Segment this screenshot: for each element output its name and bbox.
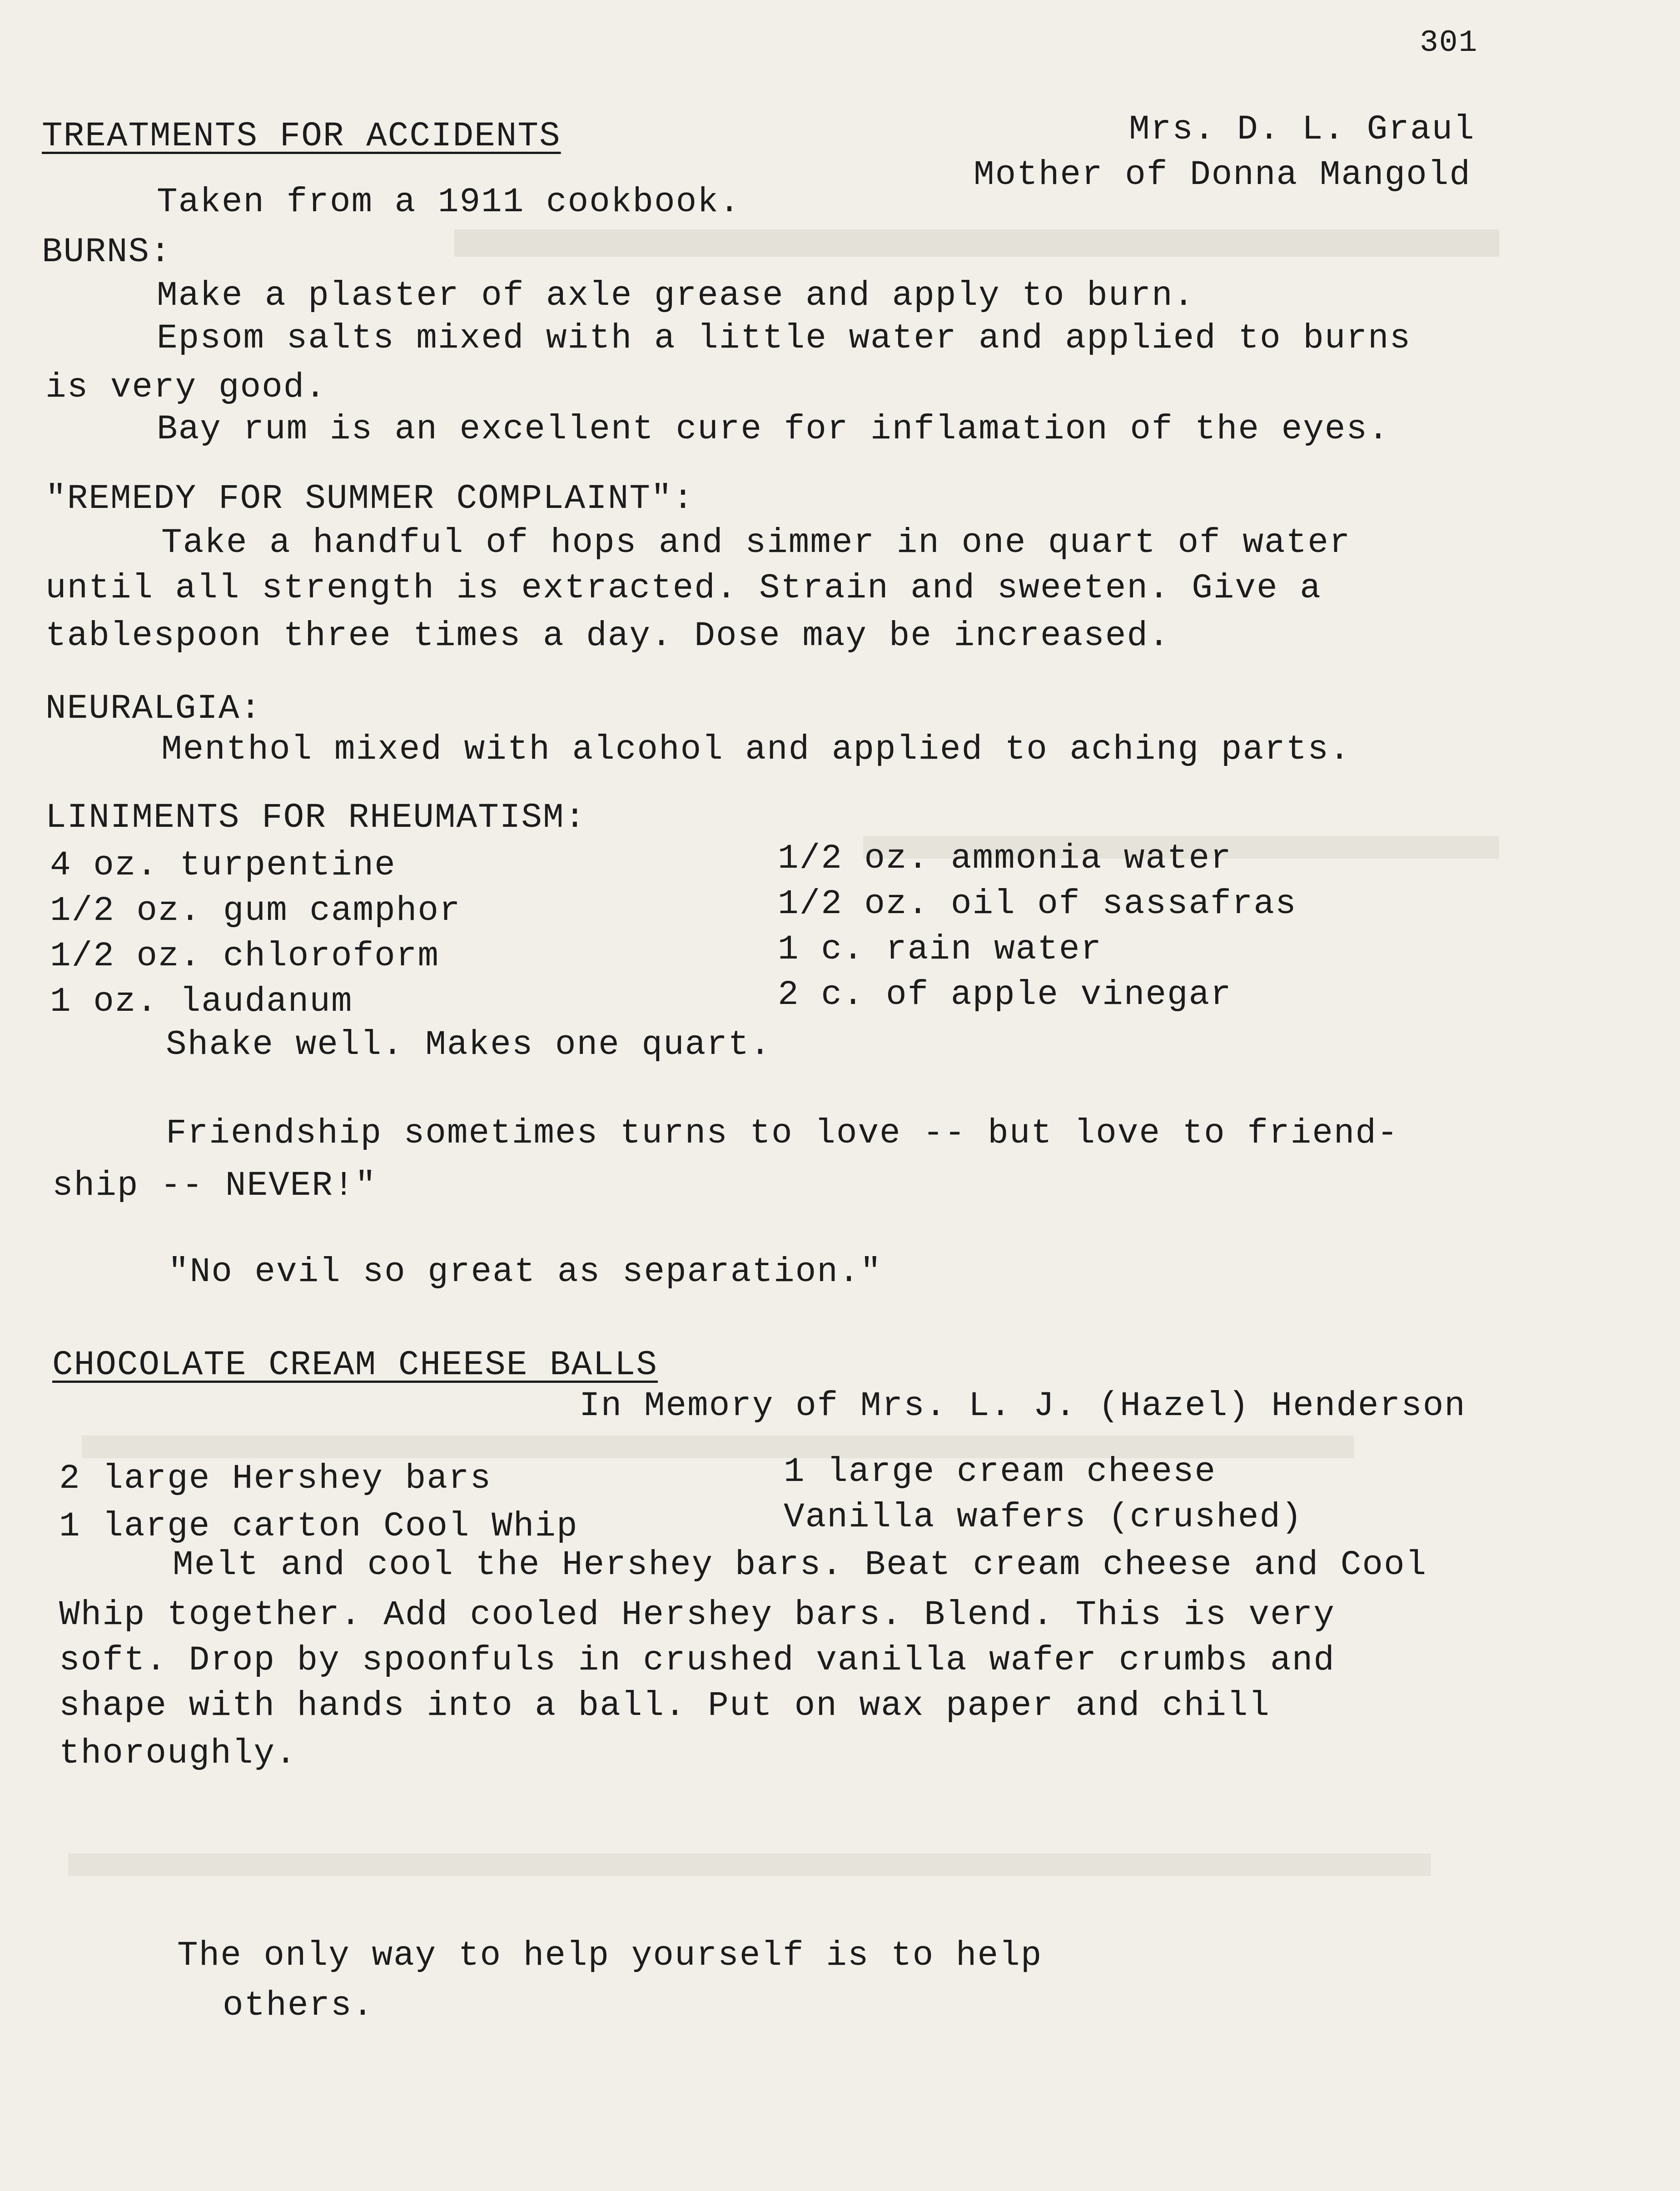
summer-line-2: until all strength is extracted. Strain and sweeten. Give a: [45, 569, 1322, 608]
page-number: 301: [1420, 25, 1478, 60]
instruction-line: shape with hands into a ball. Put on wax paper and chill: [59, 1686, 1271, 1725]
summer-line-1: Take a handful of hops and simmer in one quart of water: [161, 523, 1351, 562]
treatments-title: TREATMENTS FOR ACCIDENTS: [42, 117, 561, 156]
closing-line-1: The only way to help yourself is to help: [177, 1936, 1043, 1975]
ingredient-item: Vanilla wafers (crushed): [784, 1498, 1303, 1537]
treatments-author-name: Mrs. D. L. Graul: [1129, 110, 1475, 149]
liniments-note: Shake well. Makes one quart.: [166, 1025, 772, 1064]
ingredient-item: 1 large cream cheese: [784, 1452, 1217, 1491]
ingredient-item: 2 large Hershey bars: [59, 1459, 492, 1498]
liniment-item: 1/2 oz. ammonia water: [778, 839, 1232, 878]
liniments-heading: LINIMENTS FOR RHEUMATISM:: [45, 798, 587, 837]
burns-line-2b: is very good.: [45, 368, 327, 407]
recipe-title: CHOCOLATE CREAM CHEESE BALLS: [52, 1346, 658, 1385]
summer-complaint-heading: "REMEDY FOR SUMMER COMPLAINT":: [45, 479, 695, 518]
burns-line-3: Bay rum is an excellent cure for inflamation of the eyes.: [157, 410, 1390, 449]
liniment-item: 1/2 oz. gum camphor: [50, 891, 461, 930]
liniment-item: 1/2 oz. oil of sassafras: [778, 884, 1297, 924]
treatments-intro: Taken from a 1911 cookbook.: [157, 183, 741, 222]
neuralgia-heading: NEURALGIA:: [45, 689, 262, 728]
instruction-line: Melt and cool the Hershey bars. Beat cream cheese and Cool: [173, 1545, 1427, 1585]
liniment-item: 2 c. of apple vinegar: [778, 975, 1232, 1014]
ingredient-item: 1 large carton Cool Whip: [59, 1507, 578, 1546]
burns-line-1: Make a plaster of axle grease and apply to burn.: [157, 276, 1195, 315]
instruction-line: Whip together. Add cooled Hershey bars. Blend. This is very: [59, 1595, 1335, 1635]
liniment-item: 1/2 oz. chloroform: [50, 937, 439, 976]
instruction-line: soft. Drop by spoonfuls in crushed vanilla wafer crumbs and: [59, 1641, 1335, 1680]
closing-line-2: others.: [223, 1986, 374, 2025]
liniment-item: 4 oz. turpentine: [50, 846, 396, 885]
burns-heading: BURNS:: [42, 233, 172, 272]
separation-quote: "No evil so great as separation.": [168, 1252, 882, 1292]
instruction-line: thoroughly.: [59, 1734, 297, 1773]
liniment-item: 1 c. rain water: [778, 930, 1103, 969]
friendship-quote-line-2: ship -- NEVER!": [52, 1166, 377, 1205]
burns-line-2a: Epsom salts mixed with a little water and applied to burns: [157, 319, 1412, 358]
friendship-quote-line-1: Friendship sometimes turns to love -- but love to friend-: [166, 1114, 1399, 1153]
summer-line-3: tablespoon three times a day. Dose may be increased.: [45, 616, 1170, 656]
neuralgia-line: Menthol mixed with alcohol and applied to aching parts.: [161, 730, 1351, 769]
liniment-item: 1 oz. laudanum: [50, 982, 353, 1021]
treatments-author-relation: Mother of Donna Mangold: [974, 155, 1471, 194]
recipe-memory: In Memory of Mrs. L. J. (Hazel) Henderson: [579, 1386, 1466, 1426]
